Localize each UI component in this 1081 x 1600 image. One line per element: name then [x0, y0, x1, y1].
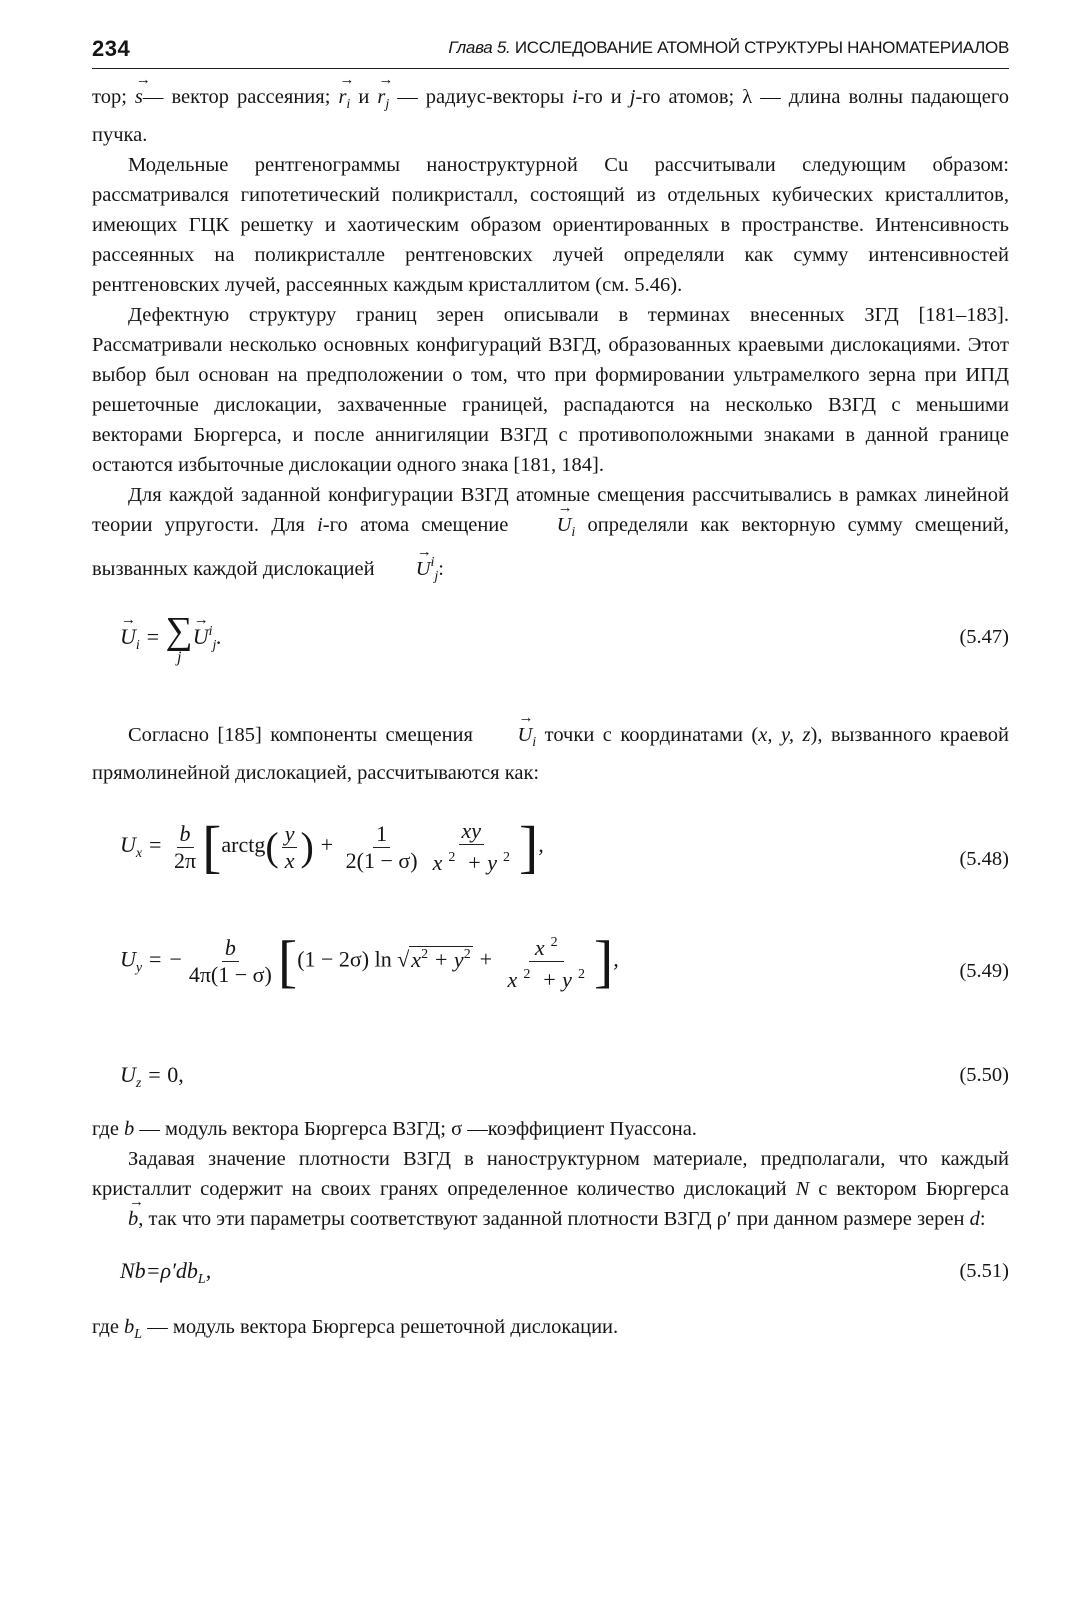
paragraph-displacement: Для каждой заданной конфигурации ВЗГД атомные смещения рассчитывались в рамках линейной теории упругости. Для i-го атома смещение → $U_i$ определяли как векторную сумму смещений, вызванных каждой дислокацией → $U^i_j$:	[92, 480, 1009, 592]
chapter-label: Глава 5.	[448, 38, 511, 57]
equation-5-51: $Nb=\rho'db_L$, (5.51)	[120, 1258, 1009, 1287]
paragraph-where-b: где b — модуль вектора Бюргерса ВЗГД; σ —коэффициент Пуассона.	[92, 1118, 697, 1140]
paragraph-model-xrd: Модельные рентгенограммы наноструктурной Cu рассчитывали следующим образом: рассматривался гипотетический поликристалл, состоящий из отдельных кубических кристаллитов, имеющих ГЦК решетку и хаотическим образом ориентированных в пространстве. Интенсивность рассеянных на поликристалле рентгеновских лучей определяли как сумму интенсивностей рентгеновских лучей, рассеянных каждым кристаллитом (см. 5.46).	[92, 154, 1009, 296]
paragraph-density: Задавая значение плотности ВЗГД в наноструктурном материале, предполагали, что каждый кристаллит содержит на своих гранях определенное количество дислокаций N с вектором Бюргерса → b, так что эти параметры соответствуют заданной плотности ВЗГД ρ′ при данном размере зерен d:	[92, 1144, 1009, 1234]
paragraph-where-bl: где $b_L$ — модуль вектора Бюргерса решеточной дислокации.	[92, 1316, 619, 1342]
running-title	[448, 38, 1009, 58]
vector-r-i: → r	[338, 82, 346, 112]
page-body	[92, 82, 1009, 1350]
paragraph-components: Согласно [185] компоненты смещения → $U_i$ точки с координатами (x, y, z), вызванного краевой прямолинейной дислокацией, рассчитываются как:	[92, 720, 1009, 788]
equation-5-50: $U_z = 0$, (5.50)	[120, 1062, 1009, 1091]
equation-5-49: $U_y$ = − $\frac{b}{4\pi(1 - \sigma)}$ [(1 − 2σ) $\ln √x^2 + y^2$ + $\frac{x ^2}{x ^2 + y ^2}$ ], (5.49)	[120, 928, 1009, 994]
equation-number: (5.47)	[959, 626, 1009, 648]
page-number: 234	[92, 36, 131, 61]
equation-5-47: → $U_i$ = ∑ j → $U^i_j$. (5.47)	[92, 592, 1009, 720]
equation-number: (5.51)	[959, 1260, 1009, 1282]
equation-number: (5.49)	[959, 960, 1009, 982]
vector-b: → b	[92, 1204, 138, 1234]
paragraph-defect-structure: Дефектную структуру границ зерен описывали в терминах внесенных ЗГД [181–183]. Рассматривали несколько основных конфигураций ВЗГД, образованных краевыми дислокациями. Этот выбор был основан на предположении о том, что при формировании ультрамелкого зерна при ИПД решеточные дислокации, захваченные границей, распадаются на несколько ВЗГД с меньшими векторами Бюргерса, и после аннигиляции ВЗГД с противоположными знаками в данной границе остаются избыточные дислокации одного знака [181, 184].	[92, 304, 1009, 476]
paragraph-continuation: тор; → s— вектор рассеяния; → $r_i$ $и \to r_j$ — радиус-векторы i-го и j-го атомов; λ — длина волны падающего пучка.	[92, 82, 1009, 150]
equation-number: (5.50)	[959, 1064, 1009, 1086]
equation-5-48: $U_x$ = $\frac{b}{2\pi}$ [arctg( $\frac{y}{x}$ ) + $\frac{1}{2(1 - \sigma)}$ $\frac{xy}{x ^2 + y ^2}$ ], (5.48)	[120, 814, 1009, 879]
equation-number: (5.48)	[959, 848, 1009, 870]
vector-s: → s	[135, 82, 143, 112]
vector-r-j: → r	[377, 82, 385, 112]
running-header	[92, 34, 1009, 69]
chapter-title: ИССЛЕДОВАНИЕ АТОМНОЙ СТРУКТУРЫ НАНОМАТЕРИАЛОВ	[514, 38, 1009, 57]
